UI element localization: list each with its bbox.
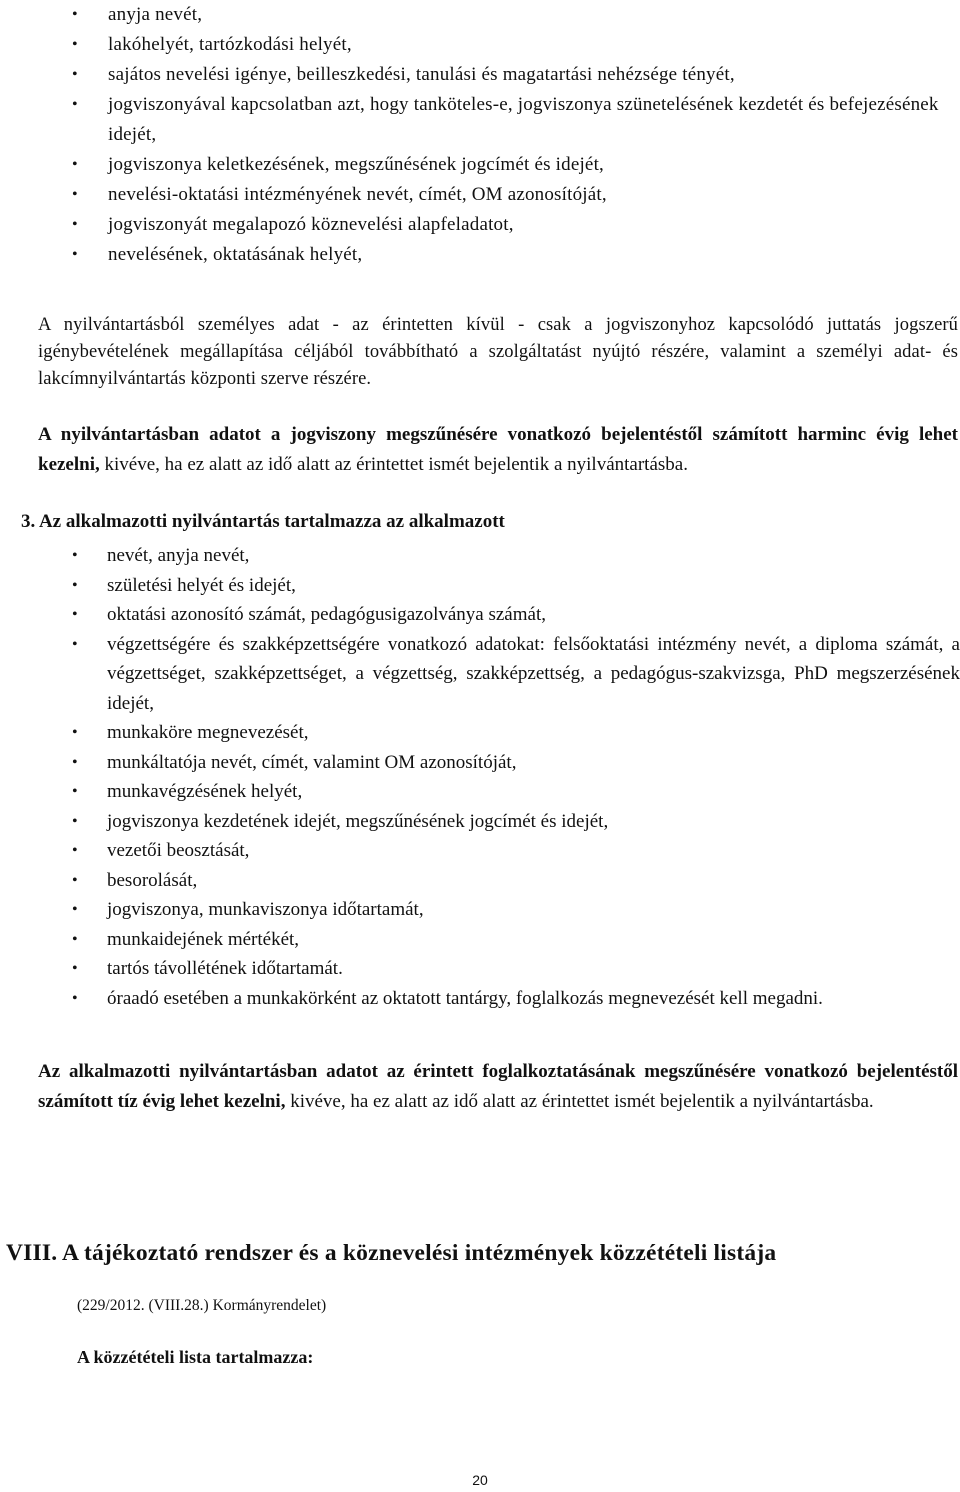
list-item — [72, 30, 952, 60]
section-3-title: 3. Az alkalmazotti nyilvántartás tartalmazza az alkalmazott — [21, 511, 505, 532]
list-item — [72, 240, 952, 270]
list-item-text: nevelési-oktatási intézményének nevét, címét, OM azonosítóját, — [108, 184, 607, 205]
list-item — [72, 954, 960, 984]
list-item — [72, 150, 952, 180]
list-item-text: oktatási azonosító számát, pedagógusigazolványa számát, — [107, 604, 546, 625]
list-item — [72, 748, 960, 778]
list-item-text: nevét, anyja nevét, — [107, 545, 250, 566]
employee-retention-normal-text: kivéve, ha ez alatt az idő alatt az érintettet ismét bejelentik a nyilvántartásba. — [285, 1091, 874, 1112]
student-data-list — [72, 0, 952, 270]
list-item — [72, 807, 960, 837]
list-item-text: jogviszonya kezdetének idejét, megszűnésének jogcímét és idejét, — [107, 810, 609, 832]
list-item-text: besorolását, — [107, 869, 198, 891]
bullet-icon: • — [72, 842, 78, 859]
list-item-text: munkavégzésének helyét, — [107, 781, 303, 802]
section-8-heading: VIII. A tájékoztató rendszer és a köznevelési intézmények közzétételi listája — [6, 1240, 777, 1266]
bullet-icon: • — [72, 547, 78, 564]
list-item-text: jogviszonyát megalapozó köznevelési alapfeladatot, — [108, 214, 514, 235]
list-item-text: munkaidejének mértékét, — [107, 928, 300, 950]
retention-bold-text: A nyilvántartásban adatot a jogviszony megszűnésére vonatkozó bejelentéstől számított harminc évig lehet kezelni, — [38, 424, 958, 475]
list-item-text: lakóhelyét, tartózkodási helyét, — [108, 34, 352, 55]
bullet-icon: • — [72, 96, 78, 113]
bullet-icon: • — [72, 156, 78, 173]
list-item — [72, 180, 952, 210]
list-item-text: végzettségére és szakképzettségére vonatkozó adatokat: felsőoktatási intézmény nevét, a diploma számát, a végzettséget, szakképzettséget, a végzettség, szakképzettség, a pedagógus-szakvizsga, PhD megszerzésének idejét, — [107, 633, 960, 714]
list-item — [72, 866, 960, 896]
list-item — [72, 0, 952, 30]
list-item-text: munkáltatója nevét, címét, valamint OM azonosítóját, — [107, 751, 517, 773]
retention-paragraph — [38, 420, 958, 480]
list-item-text: jogviszonya keletkezésének, megszűnésének jogcímét és idejét, — [108, 154, 604, 175]
employee-retention-paragraph — [38, 1057, 958, 1117]
list-item-text: születési helyét és idejét, — [107, 574, 296, 596]
bullet-icon: • — [72, 930, 78, 948]
bullet-icon: • — [72, 812, 78, 830]
list-item — [72, 571, 960, 601]
bullet-icon: • — [72, 216, 78, 233]
bullet-icon: • — [72, 783, 78, 800]
list-item — [72, 90, 952, 150]
list-item — [72, 895, 960, 925]
list-item-text: nevelésének, oktatásának helyét, — [108, 244, 363, 265]
list-item-text: vezetői beosztását, — [107, 840, 250, 861]
bullet-icon: • — [72, 36, 78, 53]
bullet-icon: • — [72, 989, 78, 1007]
bullet-icon: • — [72, 901, 78, 918]
list-item — [72, 630, 960, 719]
list-item-text: sajátos nevelési igénye, beilleszkedési, tanulási és magatartási nehézsége tényét, — [108, 64, 735, 85]
bullet-icon: • — [72, 606, 78, 623]
employee-retention-bold-text: Az alkalmazotti nyilvántartásban adatot az érintett foglalkoztatásának megszűnésére vonatkozó bejelentéstől számított tíz évig lehet kezelni, — [38, 1061, 958, 1112]
list-item — [72, 718, 960, 748]
retention-normal-text: kivéve, ha ez alatt az idő alatt az érintettet ismét bejelentik a nyilvántartásba. — [99, 454, 688, 475]
list-item — [72, 600, 960, 630]
data-transfer-paragraph: A nyilvántartásból személyes adat - az érintetten kívül - csak a jogviszonyhoz kapcsolódó juttatás jogszerű igénybevételének megállapítása céljából továbbítható a szolgáltatást nyújtó részére, valamint a személyi adat- és lakcímnyilvántartás központi szerve részére. — [38, 315, 958, 389]
bullet-icon: • — [72, 753, 78, 771]
list-item-text: tartós távollétének időtartamát. — [107, 958, 343, 979]
list-item-text: jogviszonyával kapcsolatban azt, hogy tanköteles-e, jogviszonya szünetelésének kezdetét és befejezésének idejét, — [108, 94, 939, 145]
list-item-text: munkaköre megnevezését, — [107, 722, 309, 743]
employee-data-list — [72, 541, 960, 1013]
list-item — [72, 925, 960, 955]
list-item-text: óraadó esetében a munkakörként az oktatott tantárgy, foglalkozás megnevezését kell megadni. — [107, 987, 823, 1009]
bullet-icon: • — [72, 871, 78, 889]
list-item-text: jogviszonya, munkaviszonya időtartamát, — [107, 899, 424, 920]
bullet-icon: • — [72, 724, 78, 741]
list-item — [72, 60, 952, 90]
bullet-icon: • — [72, 246, 78, 263]
bullet-icon: • — [72, 635, 78, 653]
list-item — [72, 984, 960, 1014]
bullet-icon: • — [72, 576, 78, 594]
decree-reference: (229/2012. (VIII.28.) Kormányrendelet) — [77, 1297, 327, 1314]
bullet-icon: • — [72, 6, 78, 23]
list-item — [72, 210, 952, 240]
bullet-icon: • — [72, 66, 78, 83]
publication-list-title: A közzétételi lista tartalmazza: — [77, 1347, 314, 1367]
bullet-icon: • — [72, 960, 78, 977]
list-item — [72, 836, 960, 866]
list-item — [72, 777, 960, 807]
bullet-icon: • — [72, 186, 78, 203]
list-item — [72, 541, 960, 571]
list-item-text: anyja nevét, — [108, 4, 203, 25]
page-number: 20 — [472, 1472, 488, 1488]
